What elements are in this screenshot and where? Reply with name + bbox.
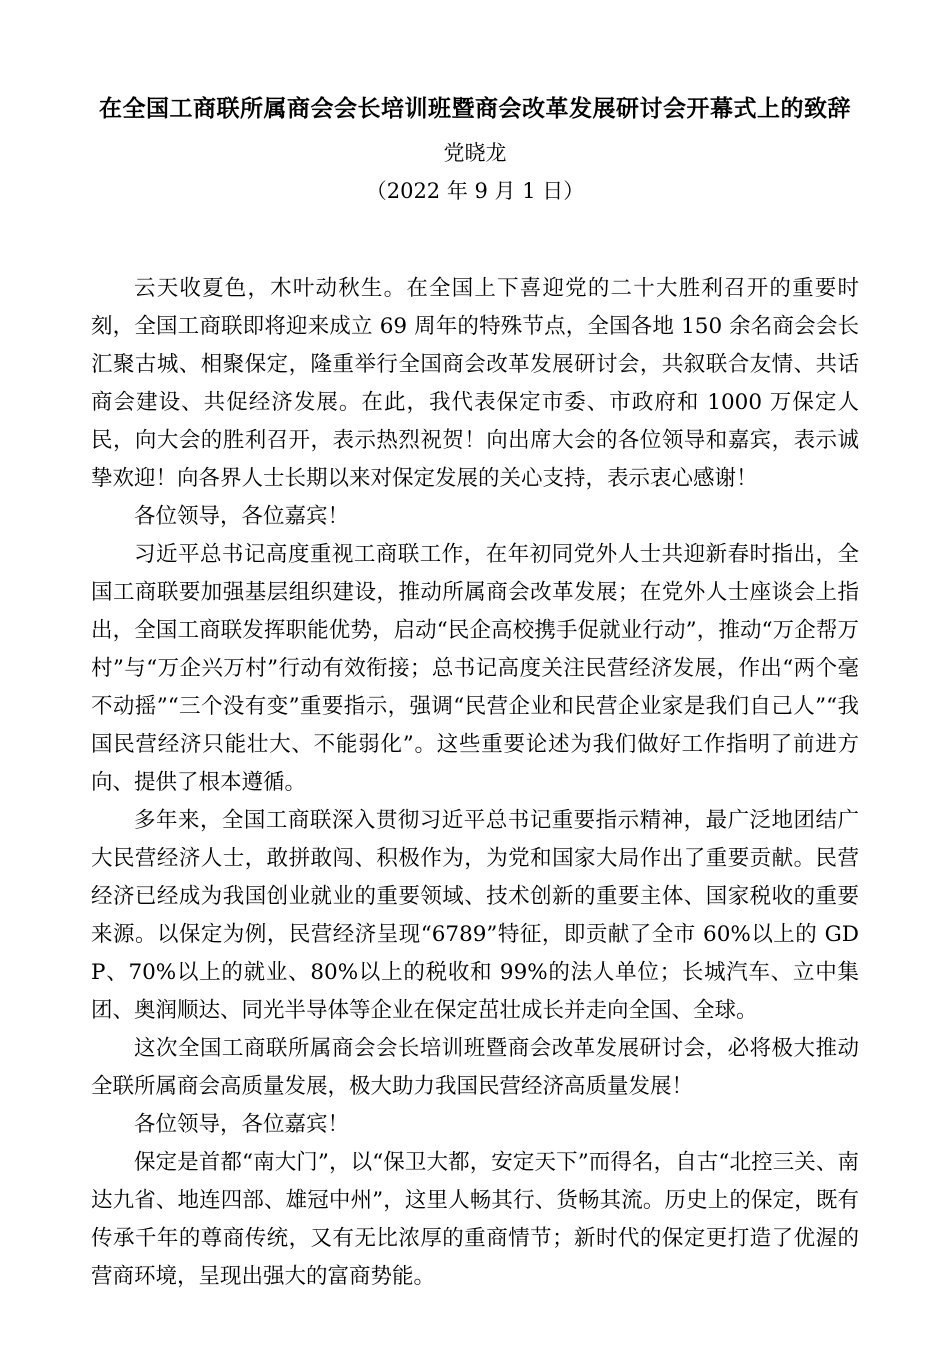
paragraph-2: 各位领导，各位嘉宾！ [134, 504, 350, 529]
paragraph-5: 这次全国工商联所属商会会长培训班暨商会改革发展研讨会，必将极大推动全联所属商会高质量发展，极大助力我国民营经济高质量发展！ [91, 1036, 859, 1099]
author-name: 党晓龙 [443, 141, 507, 165]
document-title: 在全国工商联所属商会会长培训班暨商会改革发展研讨会开幕式上的致辞 [99, 95, 851, 122]
paragraph-4: 多年来，全国工商联深入贯彻习近平总书记重要指示精神，最广泛地团结广大民营经济人士，敢拼敢闯、积极作为，为党和国家大局作出了重要贡献。民营经济已经成为我国创业就业的重要领域、技术创新的重要主体、国家税收的重要来源。以保定为例，民营经济呈现“6789”特征，即贡献了全市 60%以上的 GDP、70%以上的就业、80%以上的税收和 99%的法人单位；长城汽车、立中集团、奥润顺达、同光半导体等企业在保定茁壮成长并走向全国、全球。 [91, 808, 859, 1023]
document-date: （2022 年 9 月 1 日） [365, 179, 585, 203]
paragraph-7: 保定是首都“南大门”，以“保卫大都，安定天下”而得名，自古“北控三关、南达九省、地连四部、雄冠中州”，这里人畅其行、货畅其流。历史上的保定，既有传承千年的尊商传统，又有无比浓厚的重商情节；新时代的保定更打造了优渥的营商环境，呈现出强大的富商势能。 [91, 1150, 859, 1289]
paragraph-3: 习近平总书记高度重视工商联工作，在年初同党外人士共迎新春时指出，全国工商联要加强基层组织建设，推动所属商会改革发展；在党外人士座谈会上指出，全国工商联发挥职能优势，启动“民企高校携手促就业行动”，推动“万企帮万村”与“万企兴万村”行动有效衔接；总书记高度关注民营经济发展，作出“两个毫不动摇”“三个没有变”重要指示，强调“民营企业和民营企业家是我们自己人”“我国民营经济只能壮大、不能弱化”。这些重要论述为我们做好工作指明了前进方向、提供了根本遵循。 [91, 542, 859, 795]
paragraph-1: 云天收夏色，木叶动秋生。在全国上下喜迎党的二十大胜利召开的重要时刻，全国工商联即将迎来成立 69 周年的特殊节点，全国各地 150 余名商会会长汇聚古城、相聚保定，隆重举行全国商会改革发展研讨会，共叙联合友情、共话商会建设、共促经济发展。在此，我代表保定市委、市政府和 1000 万保定人民，向大会的胜利召开，表示热烈祝贺！向出席大会的各位领导和嘉宾，表示诚挚欢迎！向各界人士长期以来对保定发展的关心支持，表示衷心感谢！ [91, 276, 859, 491]
document-body [91, 270, 859, 1296]
paragraph-6: 各位领导，各位嘉宾！ [134, 1112, 350, 1137]
